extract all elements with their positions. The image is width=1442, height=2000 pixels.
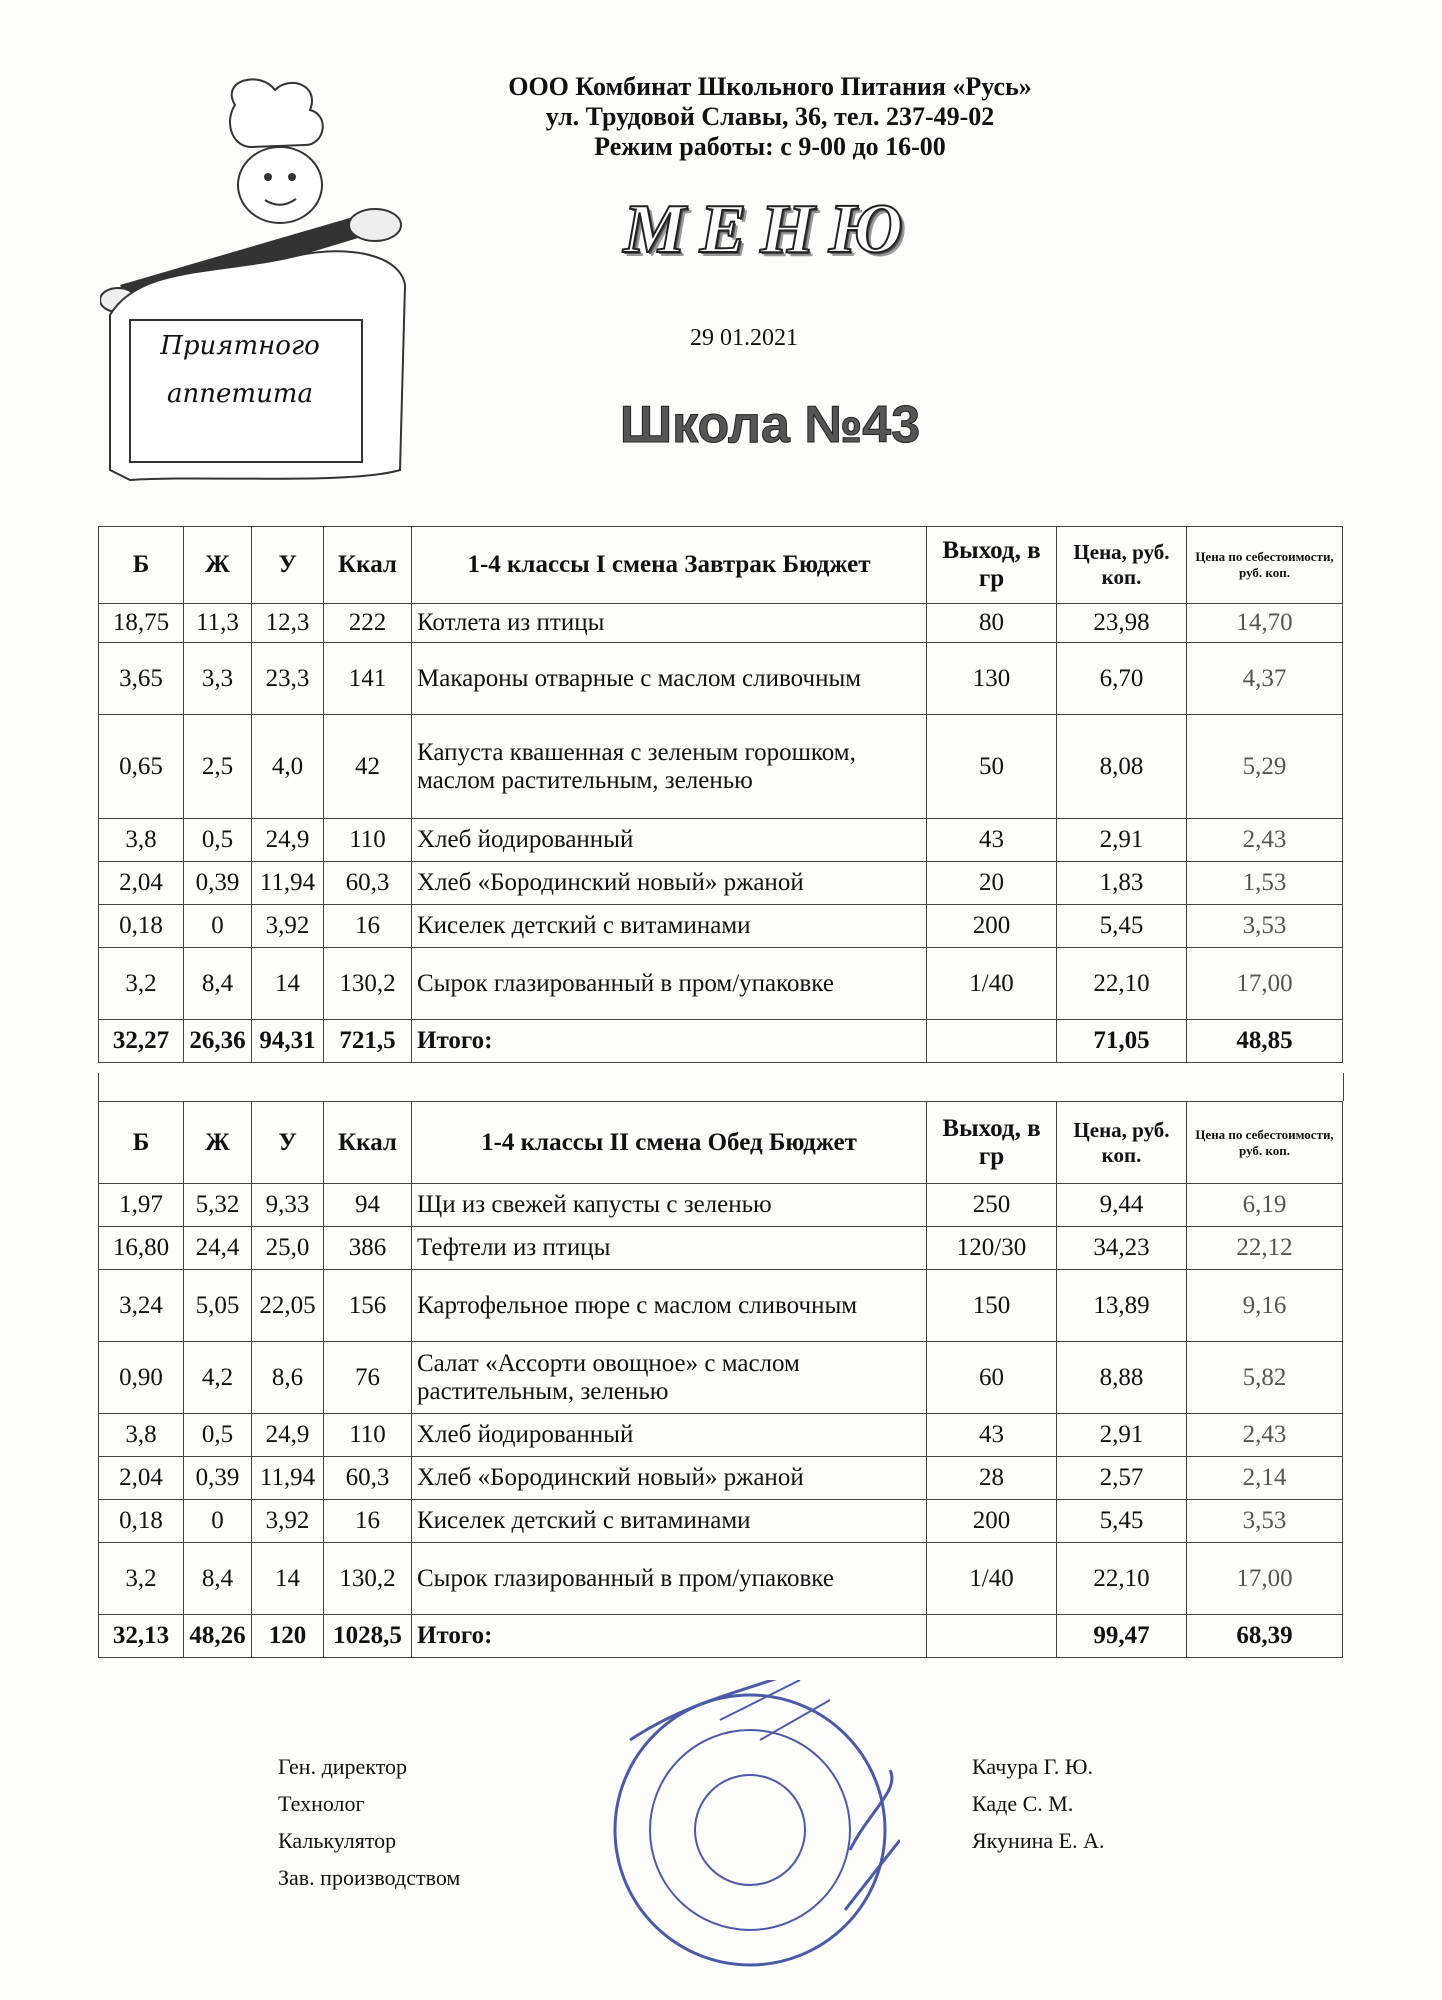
cell-zh: 0,5 bbox=[184, 819, 252, 862]
total-u: 94,31 bbox=[252, 1020, 324, 1063]
total-zh: 48,26 bbox=[184, 1615, 252, 1658]
cell-yield: 130 bbox=[927, 643, 1057, 715]
cell-kcal: 16 bbox=[324, 905, 412, 948]
cell-price: 1,83 bbox=[1057, 862, 1187, 905]
cell-cost: 1,53 bbox=[1187, 862, 1343, 905]
cell-cost: 4,37 bbox=[1187, 643, 1343, 715]
cell-u: 24,9 bbox=[252, 819, 324, 862]
table-row bbox=[99, 643, 1343, 715]
cell-zh: 3,3 bbox=[184, 643, 252, 715]
total-u: 120 bbox=[252, 1615, 324, 1658]
cell-kcal: 42 bbox=[324, 715, 412, 819]
col-u: У bbox=[252, 1102, 324, 1184]
cell-dish-name: Киселек детский с витаминами bbox=[412, 1500, 927, 1543]
cell-price: 6,70 bbox=[1057, 643, 1187, 715]
cell-u: 4,0 bbox=[252, 715, 324, 819]
company-header bbox=[400, 72, 1140, 162]
lunch-table bbox=[98, 1101, 1343, 1658]
cell-zh: 5,05 bbox=[184, 1270, 252, 1342]
col-price: Цена, руб. коп. bbox=[1057, 527, 1187, 604]
table-row bbox=[99, 1457, 1343, 1500]
company-address: ул. Трудовой Славы, 36, тел. 237-49-02 bbox=[545, 102, 995, 131]
cell-kcal: 222 bbox=[324, 604, 412, 643]
cell-zh: 0 bbox=[184, 1500, 252, 1543]
cell-u: 9,33 bbox=[252, 1184, 324, 1227]
table-row bbox=[99, 604, 1343, 643]
logo-text: Приятного аппетита bbox=[160, 331, 320, 409]
cell-dish-name: Киселек детский с витаминами bbox=[412, 905, 927, 948]
total-label: Итого: bbox=[412, 1020, 927, 1063]
table-row bbox=[99, 1184, 1343, 1227]
cell-zh: 4,2 bbox=[184, 1342, 252, 1414]
table-row bbox=[99, 862, 1343, 905]
cell-dish-name: Макароны отварные с маслом сливочным bbox=[412, 643, 927, 715]
cell-zh: 0,39 bbox=[184, 1457, 252, 1500]
menu-date: 29 01.2021 bbox=[690, 325, 798, 351]
total-yield-empty bbox=[927, 1020, 1057, 1063]
cell-cost: 6,19 bbox=[1187, 1184, 1343, 1227]
cell-b: 3,24 bbox=[99, 1270, 184, 1342]
table-row bbox=[99, 948, 1343, 1020]
total-label: Итого: bbox=[412, 1615, 927, 1658]
cell-b: 3,8 bbox=[99, 819, 184, 862]
cell-kcal: 156 bbox=[324, 1270, 412, 1342]
cell-cost: 2,43 bbox=[1187, 819, 1343, 862]
cell-kcal: 94 bbox=[324, 1184, 412, 1227]
cell-kcal: 16 bbox=[324, 1500, 412, 1543]
cell-cost: 17,00 bbox=[1187, 1543, 1343, 1615]
cell-b: 16,80 bbox=[99, 1227, 184, 1270]
cell-b: 0,65 bbox=[99, 715, 184, 819]
cell-u: 11,94 bbox=[252, 1457, 324, 1500]
cell-kcal: 386 bbox=[324, 1227, 412, 1270]
table-row bbox=[99, 1342, 1343, 1414]
cell-u: 11,94 bbox=[252, 862, 324, 905]
signer-roles bbox=[278, 1748, 460, 1896]
name-technologist: Каде С. М. bbox=[972, 1791, 1074, 1816]
cell-zh: 5,32 bbox=[184, 1184, 252, 1227]
role-production-head: Зав. производством bbox=[278, 1865, 461, 1890]
cell-dish-name: Салат «Ассорти овощное» с маслом растительным, зеленью bbox=[412, 1342, 927, 1414]
chef-logo-image bbox=[100, 75, 410, 490]
col-yield: Выход, в гр bbox=[927, 527, 1057, 604]
cell-b: 0,90 bbox=[99, 1342, 184, 1414]
cell-cost: 22,12 bbox=[1187, 1227, 1343, 1270]
school-name: Школа №43 bbox=[619, 396, 921, 454]
cell-price: 34,23 bbox=[1057, 1227, 1187, 1270]
cell-cost: 2,14 bbox=[1187, 1457, 1343, 1500]
cell-yield: 120/30 bbox=[927, 1227, 1057, 1270]
cell-zh: 2,5 bbox=[184, 715, 252, 819]
col-u: У bbox=[252, 527, 324, 604]
cell-zh: 0,39 bbox=[184, 862, 252, 905]
cell-price: 22,10 bbox=[1057, 948, 1187, 1020]
col-zh: Ж bbox=[184, 527, 252, 604]
cell-yield: 43 bbox=[927, 1414, 1057, 1457]
total-row bbox=[99, 1615, 1343, 1658]
col-cost: Цена по себестоимости, руб. коп. bbox=[1187, 1102, 1343, 1184]
total-b: 32,13 bbox=[99, 1615, 184, 1658]
cell-price: 23,98 bbox=[1057, 604, 1187, 643]
cell-dish-name: Капуста квашенная с зеленым горошком, маслом растительным, зеленью bbox=[412, 715, 927, 819]
table-row bbox=[99, 1543, 1343, 1615]
breakfast-heading: 1-4 классы I смена Завтрак Бюджет bbox=[412, 527, 927, 604]
cell-zh: 11,3 bbox=[184, 604, 252, 643]
cell-u: 3,92 bbox=[252, 905, 324, 948]
cell-yield: 150 bbox=[927, 1270, 1057, 1342]
lunch-header-row bbox=[99, 1102, 1343, 1184]
col-kcal: Ккал bbox=[324, 1102, 412, 1184]
menu-title: МЕНЮ bbox=[623, 191, 917, 268]
col-price: Цена, руб. коп. bbox=[1057, 1102, 1187, 1184]
cell-u: 22,05 bbox=[252, 1270, 324, 1342]
cell-kcal: 110 bbox=[324, 819, 412, 862]
cell-zh: 8,4 bbox=[184, 1543, 252, 1615]
cell-cost: 14,70 bbox=[1187, 604, 1343, 643]
total-kcal: 721,5 bbox=[324, 1020, 412, 1063]
table-row bbox=[99, 905, 1343, 948]
cell-price: 22,10 bbox=[1057, 1543, 1187, 1615]
role-director: Ген. директор bbox=[278, 1754, 408, 1779]
cell-dish-name: Котлета из птицы bbox=[412, 604, 927, 643]
cell-yield: 1/40 bbox=[927, 1543, 1057, 1615]
cell-u: 8,6 bbox=[252, 1342, 324, 1414]
cell-b: 3,65 bbox=[99, 643, 184, 715]
breakfast-header-row bbox=[99, 527, 1343, 604]
cell-price: 5,45 bbox=[1057, 1500, 1187, 1543]
cell-price: 2,91 bbox=[1057, 819, 1187, 862]
cell-price: 2,91 bbox=[1057, 1414, 1187, 1457]
company-name: ООО Комбинат Школьного Питания «Русь» bbox=[508, 72, 1032, 101]
cell-u: 14 bbox=[252, 1543, 324, 1615]
cell-b: 2,04 bbox=[99, 1457, 184, 1500]
cell-dish-name: Сырок глазированный в пром/упаковке bbox=[412, 948, 927, 1020]
cell-b: 0,18 bbox=[99, 905, 184, 948]
cell-dish-name: Тефтели из птицы bbox=[412, 1227, 927, 1270]
cell-cost: 3,53 bbox=[1187, 1500, 1343, 1543]
table-row bbox=[99, 819, 1343, 862]
col-cost: Цена по себестоимости, руб. коп. bbox=[1187, 527, 1343, 604]
cell-u: 24,9 bbox=[252, 1414, 324, 1457]
col-yield: Выход, в гр bbox=[927, 1102, 1057, 1184]
col-zh: Ж bbox=[184, 1102, 252, 1184]
cell-zh: 0,5 bbox=[184, 1414, 252, 1457]
total-cost: 68,39 bbox=[1187, 1615, 1343, 1658]
cell-u: 25,0 bbox=[252, 1227, 324, 1270]
cell-price: 13,89 bbox=[1057, 1270, 1187, 1342]
cell-yield: 200 bbox=[927, 905, 1057, 948]
cell-cost: 2,43 bbox=[1187, 1414, 1343, 1457]
signer-names bbox=[972, 1748, 1104, 1859]
total-price: 99,47 bbox=[1057, 1615, 1187, 1658]
cell-cost: 9,16 bbox=[1187, 1270, 1343, 1342]
cell-yield: 60 bbox=[927, 1342, 1057, 1414]
cell-u: 23,3 bbox=[252, 643, 324, 715]
table-row bbox=[99, 1500, 1343, 1543]
round-stamp-image bbox=[600, 1680, 900, 1980]
cell-u: 3,92 bbox=[252, 1500, 324, 1543]
company-hours: Режим работы: с 9-00 до 16-00 bbox=[594, 132, 946, 161]
cell-yield: 43 bbox=[927, 819, 1057, 862]
cell-zh: 0 bbox=[184, 905, 252, 948]
cell-kcal: 110 bbox=[324, 1414, 412, 1457]
cell-dish-name: Хлеб йодированный bbox=[412, 819, 927, 862]
cell-dish-name: Сырок глазированный в пром/упаковке bbox=[412, 1543, 927, 1615]
table-gap bbox=[98, 1073, 1344, 1101]
cell-b: 18,75 bbox=[99, 604, 184, 643]
cell-yield: 1/40 bbox=[927, 948, 1057, 1020]
cell-u: 14 bbox=[252, 948, 324, 1020]
table-row bbox=[99, 715, 1343, 819]
total-cost: 48,85 bbox=[1187, 1020, 1343, 1063]
cell-cost: 5,82 bbox=[1187, 1342, 1343, 1414]
col-kcal: Ккал bbox=[324, 527, 412, 604]
total-zh: 26,36 bbox=[184, 1020, 252, 1063]
total-b: 32,27 bbox=[99, 1020, 184, 1063]
cell-dish-name: Хлеб «Бородинский новый» ржаной bbox=[412, 1457, 927, 1500]
cell-yield: 20 bbox=[927, 862, 1057, 905]
cell-yield: 28 bbox=[927, 1457, 1057, 1500]
cell-b: 3,8 bbox=[99, 1414, 184, 1457]
cell-yield: 200 bbox=[927, 1500, 1057, 1543]
cell-kcal: 60,3 bbox=[324, 1457, 412, 1500]
cell-price: 8,08 bbox=[1057, 715, 1187, 819]
cell-b: 1,97 bbox=[99, 1184, 184, 1227]
name-director: Качура Г. Ю. bbox=[972, 1754, 1093, 1779]
cell-zh: 8,4 bbox=[184, 948, 252, 1020]
total-price: 71,05 bbox=[1057, 1020, 1187, 1063]
cell-cost: 17,00 bbox=[1187, 948, 1343, 1020]
cell-kcal: 141 bbox=[324, 643, 412, 715]
table-row bbox=[99, 1270, 1343, 1342]
cell-yield: 50 bbox=[927, 715, 1057, 819]
cell-dish-name: Картофельное пюре с маслом сливочным bbox=[412, 1270, 927, 1342]
cell-kcal: 130,2 bbox=[324, 1543, 412, 1615]
cell-kcal: 76 bbox=[324, 1342, 412, 1414]
cell-zh: 24,4 bbox=[184, 1227, 252, 1270]
lunch-heading: 1-4 классы II смена Обед Бюджет bbox=[412, 1102, 927, 1184]
cell-b: 3,2 bbox=[99, 948, 184, 1020]
table-row bbox=[99, 1227, 1343, 1270]
cell-b: 2,04 bbox=[99, 862, 184, 905]
cell-kcal: 130,2 bbox=[324, 948, 412, 1020]
cell-dish-name: Щи из свежей капусты с зеленью bbox=[412, 1184, 927, 1227]
cell-price: 5,45 bbox=[1057, 905, 1187, 948]
cell-cost: 5,29 bbox=[1187, 715, 1343, 819]
role-technologist: Технолог bbox=[278, 1791, 365, 1816]
table-row bbox=[99, 1414, 1343, 1457]
cell-yield: 250 bbox=[927, 1184, 1057, 1227]
total-kcal: 1028,5 bbox=[324, 1615, 412, 1658]
col-b: Б bbox=[99, 527, 184, 604]
cell-kcal: 60,3 bbox=[324, 862, 412, 905]
cell-b: 0,18 bbox=[99, 1500, 184, 1543]
total-yield-empty bbox=[927, 1615, 1057, 1658]
cell-dish-name: Хлеб йодированный bbox=[412, 1414, 927, 1457]
cell-dish-name: Хлеб «Бородинский новый» ржаной bbox=[412, 862, 927, 905]
cell-price: 2,57 bbox=[1057, 1457, 1187, 1500]
name-calculator: Якунина Е. А. bbox=[972, 1828, 1105, 1853]
cell-price: 9,44 bbox=[1057, 1184, 1187, 1227]
cell-price: 8,88 bbox=[1057, 1342, 1187, 1414]
cell-b: 3,2 bbox=[99, 1543, 184, 1615]
breakfast-table bbox=[98, 526, 1343, 1063]
cell-u: 12,3 bbox=[252, 604, 324, 643]
cell-yield: 80 bbox=[927, 604, 1057, 643]
total-row bbox=[99, 1020, 1343, 1063]
cell-cost: 3,53 bbox=[1187, 905, 1343, 948]
role-calculator: Калькулятор bbox=[278, 1828, 397, 1853]
col-b: Б bbox=[99, 1102, 184, 1184]
